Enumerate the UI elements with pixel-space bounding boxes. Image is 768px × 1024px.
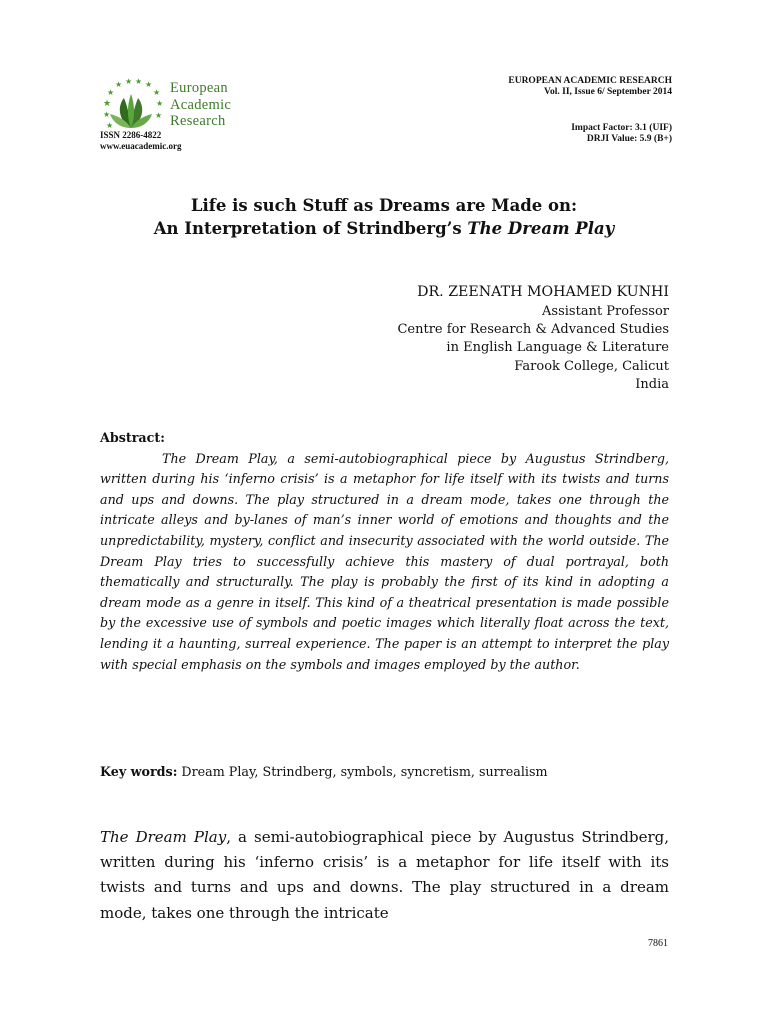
title-line-2-prefix: An Interpretation of Strindberg’s (153, 219, 468, 238)
affiliation-line: in English Language & Literature (446, 340, 669, 356)
svg-text:★: ★ (107, 88, 115, 97)
journal-metrics (571, 123, 672, 145)
affiliation-line: Farook College, Calicut (514, 358, 669, 374)
svg-text:★: ★ (155, 111, 163, 120)
svg-text:★: ★ (125, 78, 133, 86)
affiliation-line: Centre for Research & Advanced Studies (397, 322, 669, 338)
abstract-heading: Abstract: (100, 430, 165, 445)
issn: ISSN 2286-4822 (100, 130, 162, 140)
page-number: 7861 (648, 938, 668, 949)
svg-text:★: ★ (135, 78, 143, 86)
abstract-section (100, 428, 669, 675)
logo-wordmark (170, 80, 231, 130)
svg-text:★: ★ (115, 80, 123, 89)
body-text: , a semi-autobiographical piece by Augustus Strindberg, written during his ‘inferno crisis’ is a metaphor for life itself with its twists and turns and ups and downs. The play structured in a dream mode, takes one through the intricate (100, 828, 669, 922)
keywords-value: Dream Play, Strindberg, symbols, syncretism, surrealism (177, 764, 548, 779)
logo-word-1: European (170, 80, 228, 96)
logo-word-3: Research (170, 113, 226, 129)
affiliation-line: Assistant Professor (542, 304, 669, 319)
svg-text:★: ★ (145, 80, 153, 89)
title-line-1: Life is such Stuff as Dreams are Made on: (190, 196, 578, 215)
keywords-label: Key words: (100, 764, 178, 779)
website-link[interactable]: www.euacademic.org (100, 141, 182, 151)
abstract-text: The Dream Play, a semi-autobiographical piece by Augustus Strindberg, written during his ‘inferno crisis’ is a metaphor for life itself with its twists and turns and ups and downs. The play structured in a dream mode, takes one through the intricate alleys and by-lanes of man’s inner world of emotions and thoughts and the unpredictability, mystery, conflict and insecurity associated with the world outside. The Dream Play tries to successfully achieve this mastery of dual portrayal, both thematically and structurally. The play is probably the first of its kind in adopting a dream mode as a genre in itself. This kind of a theatrical presentation is made possible by the excessive use of symbols and poetic images which literally float across the text, lending it a haunting, surreal experience. The paper is an attempt to interpret the play with special emphasis on the symbols and images employed by the author. (100, 450, 669, 672)
journal-meta (508, 76, 672, 98)
svg-text:★: ★ (103, 110, 111, 119)
svg-text:★: ★ (106, 121, 114, 130)
svg-text:★: ★ (153, 88, 161, 97)
svg-text:★: ★ (103, 99, 112, 109)
title-line-2-italic: The Dream Play (467, 219, 615, 238)
affiliation-line: India (635, 376, 669, 392)
leaf-stars-logo-icon (98, 78, 164, 138)
body-paragraph (100, 825, 669, 926)
drji-value: DRJI Value: 5.9 (B+) (586, 134, 672, 144)
journal-name: EUROPEAN ACADEMIC RESEARCH (508, 76, 672, 86)
author-block (397, 281, 669, 394)
journal-issue: Vol. II, Issue 6/ September 2014 (544, 87, 672, 97)
author-name: DR. ZEENATH MOHAMED KUNHI (417, 284, 669, 300)
logo-word-2: Academic (170, 96, 232, 113)
impact-factor: Impact Factor: 3.1 (UIF) (571, 123, 672, 133)
svg-text:★: ★ (156, 99, 164, 108)
article-title (60, 194, 708, 240)
body-italic-lead: The Dream Play (100, 828, 227, 846)
keywords (100, 762, 669, 782)
